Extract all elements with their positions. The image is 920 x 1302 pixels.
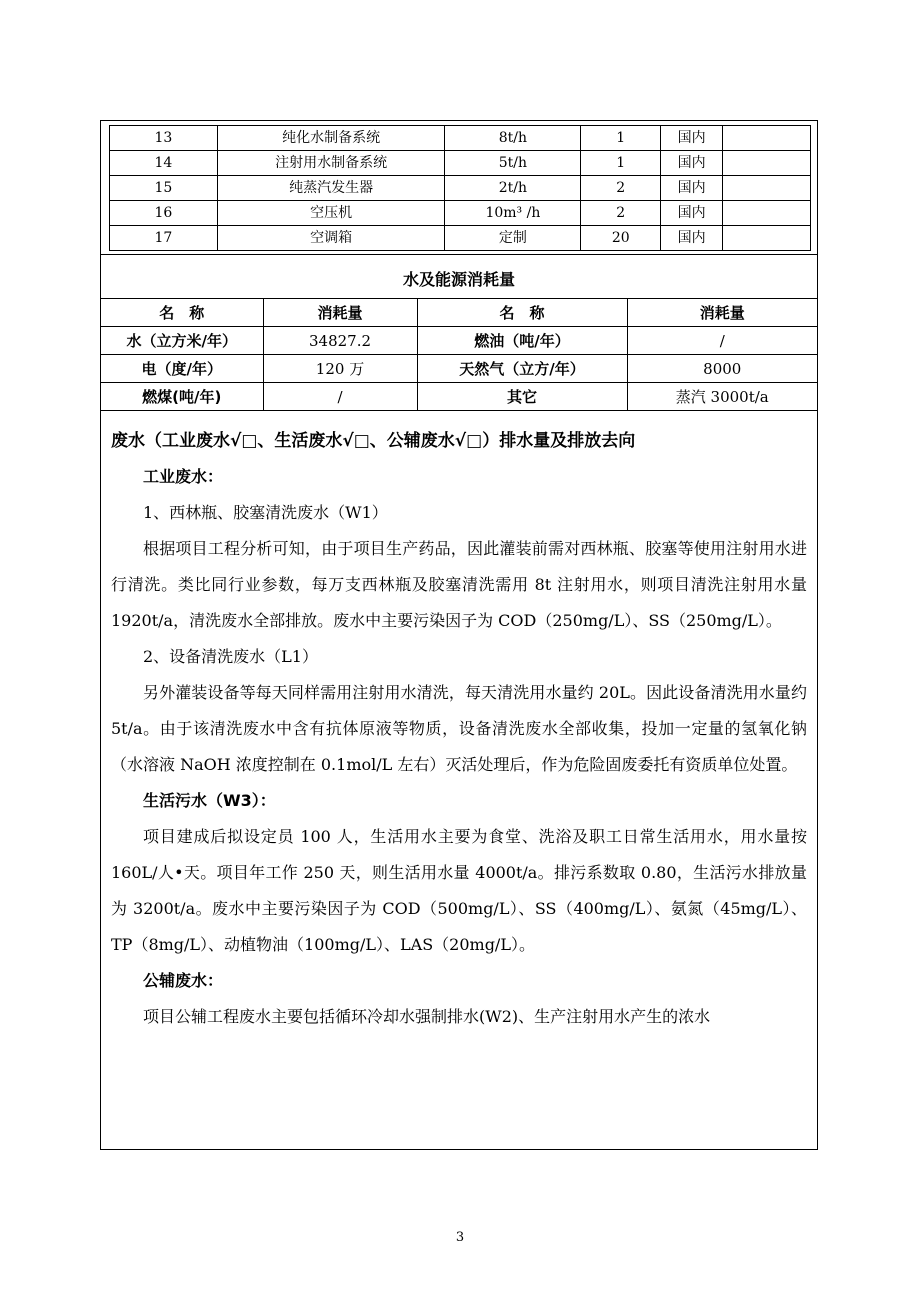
equipment-note-cell [723,201,811,226]
item2-title: 2、设备清洗废水（L1） [143,647,318,666]
equipment-no-cell: 13 [110,126,218,151]
energy-row [101,327,817,355]
equipment-no-cell: 16 [110,201,218,226]
energy-name-cell: 电（度/年） [101,355,263,383]
equipment-origin-cell: 国内 [661,151,723,176]
equipment-qty-cell: 2 [581,176,661,201]
energy-name-cell: 水（立方米/年） [101,327,263,355]
equipment-row [110,176,811,201]
energy-title: 水及能源消耗量 [402,270,515,289]
aux-paragraph: 项目公辅工程废水主要包括循环冷却水强制排水(W2)、生产注射用水产生的浓水 [143,1007,711,1026]
equipment-spec-cell: 5t/h [445,151,581,176]
equipment-origin-cell: 国内 [661,201,723,226]
equipment-no-cell: 17 [110,226,218,251]
aux-heading: 公辅废水： [143,971,224,990]
energy-value-cell: 120 万 [263,355,417,383]
header-cell: 名 称 [101,299,263,327]
equipment-qty-cell: 1 [581,151,661,176]
equipment-name-cell: 注射用水制备系统 [217,151,445,176]
equipment-name-cell: 纯化水制备系统 [217,126,445,151]
equipment-qty-cell: 20 [581,226,661,251]
page-number: 3 [455,1230,465,1245]
equipment-origin-cell: 国内 [661,226,723,251]
equipment-name-cell: 空压机 [217,201,445,226]
divider [101,254,817,255]
equipment-origin-cell: 国内 [661,126,723,151]
domestic-paragraph: 项目建成后拟设定员 100 人，生活用水主要为食堂、洗浴及职工日常生活用水，用水量按 160L/人•天。项目年工作 250 天，则生活用水量 4000t/a。排污系数取 0.80，生活污水排放量为 3200t/a。废水中主要污染因子为 COD（500mg/L）、SS（400mg/L）、氨氮（45mg/L）、TP（8mg/L）、动植物油（100mg/L）、LAS（20mg/L）。 [111,827,807,954]
item2-paragraph: 另外灌装设备等每天同样需用注射用水清洗，每天清洗用水量约 20L。因此设备清洗用水量约 5t/a。由于该清洗废水中含有抗体原液等物质，设备清洗废水全部收集，投加一定量的氢氧化钠（水溶液 NaOH 浓度控制在 0.1mol/L 左右）灭活处理后，作为危险固废委托有资质单位处置。 [111,683,807,774]
equipment-qty-cell: 2 [581,201,661,226]
header-cell: 消耗量 [263,299,417,327]
equipment-row [110,201,811,226]
energy-table [101,298,817,411]
header-cell: 消耗量 [627,299,817,327]
item1-paragraph: 根据项目工程分析可知，由于项目生产药品，因此灌装前需对西林瓶、胶塞等使用注射用水进行清洗。类比同行业参数，每万支西林瓶及胶塞清洗需用 8t 注射用水，则项目清洗注射用水量 1920t/a，清洗废水全部排放。废水中主要污染因子为 COD（250mg/L）、SS（250mg/L）。 [111,539,807,630]
energy-value-cell: / [627,327,817,355]
equipment-row [110,151,811,176]
equipment-no-cell: 15 [110,176,218,201]
section-title: 废水（工业废水√□、生活废水√□、公辅废水√□）排水量及排放去向 [111,431,636,451]
equipment-qty-cell: 1 [581,126,661,151]
domestic-heading: 生活污水（W3）： [143,791,276,810]
energy-row [101,383,817,411]
equipment-table [109,125,811,251]
equipment-note-cell [723,126,811,151]
item1-title: 1、西林瓶、胶塞清洗废水（W1） [143,503,388,522]
energy-name-cell: 燃煤(吨/年) [101,383,263,411]
document-frame [100,120,818,1150]
equipment-note-cell [723,176,811,201]
energy-header-row [101,299,817,327]
energy-row [101,355,817,383]
equipment-no-cell: 14 [110,151,218,176]
energy-name-cell: 天然气（立方/年） [417,355,627,383]
equipment-spec-cell: 定制 [445,226,581,251]
header-cell: 名 称 [417,299,627,327]
equipment-row [110,226,811,251]
equipment-row [110,126,811,151]
energy-value-cell: 8000 [627,355,817,383]
equipment-spec-cell: 8t/h [445,126,581,151]
equipment-name-cell: 纯蒸汽发生器 [217,176,445,201]
equipment-spec-cell: 2t/h [445,176,581,201]
energy-value-cell: / [263,383,417,411]
equipment-name-cell: 空调箱 [217,226,445,251]
equipment-note-cell [723,151,811,176]
document-body [111,423,807,1035]
industrial-heading: 工业废水： [143,467,224,486]
energy-value-cell: 蒸汽 3000t/a [627,383,817,411]
equipment-note-cell [723,226,811,251]
energy-value-cell: 34827.2 [263,327,417,355]
equipment-spec-cell: 10m³ /h [445,201,581,226]
energy-name-cell: 其它 [417,383,627,411]
energy-name-cell: 燃油（吨/年） [417,327,627,355]
equipment-origin-cell: 国内 [661,176,723,201]
